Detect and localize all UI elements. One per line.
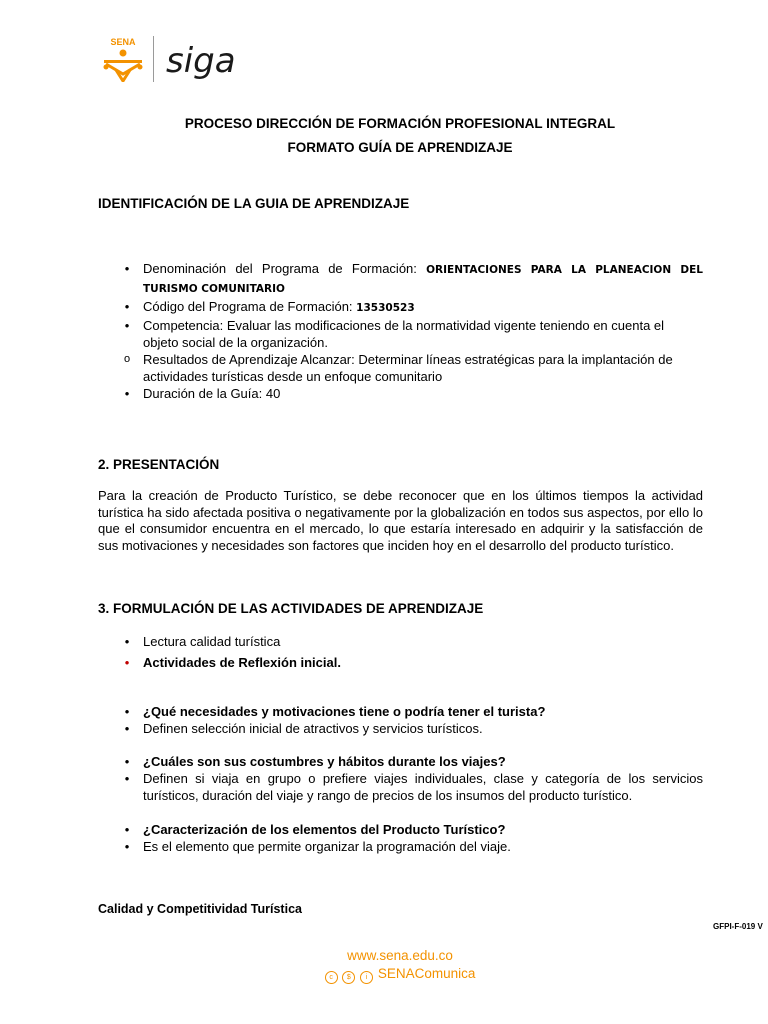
- logo-divider: [153, 36, 154, 82]
- list-item: [98, 703, 703, 720]
- section-heading-presentation: 2. PRESENTACIÓN: [98, 457, 220, 472]
- question-block-2: [98, 753, 703, 804]
- list-item: [98, 298, 703, 317]
- list-item: [98, 770, 703, 804]
- attribution-icon: i: [360, 971, 373, 984]
- activities-list: [98, 633, 703, 671]
- list-item: [98, 385, 703, 402]
- sena-logo-text: SENA: [110, 37, 136, 47]
- question-block-1: [98, 703, 703, 737]
- red-bullet-icon: •: [124, 655, 130, 670]
- bullet-icon: •: [124, 299, 130, 314]
- identification-list: [98, 260, 703, 402]
- circle-bullet-icon: o: [123, 353, 131, 365]
- bullet-icon: •: [124, 634, 130, 649]
- sena-logo-icon: [96, 36, 150, 87]
- bullet-icon: •: [124, 771, 130, 786]
- section-heading-identification: IDENTIFICACIÓN DE LA GUIA DE APRENDIZAJE: [98, 196, 410, 211]
- question-habits: ¿Cuáles son sus costumbres y hábitos durante los viajes?: [143, 754, 506, 769]
- list-item: [98, 753, 703, 770]
- program-code-label: Código del Programa de Formación:: [143, 299, 357, 314]
- list-item: [98, 633, 703, 650]
- program-code-value: 13530523: [356, 302, 415, 314]
- answer-habits: Definen si viaja en grupo o prefiere viajes individuales, clase y categoría de los servicios turísticos, duración del viaje y rango de precios de los insumos del producto turístico.: [143, 771, 703, 803]
- document-code: GFPI-F-019 V: [713, 922, 763, 931]
- list-item: [98, 720, 703, 737]
- subheading-quality: Calidad y Competitividad Turística: [98, 902, 302, 916]
- question-characterization: ¿Caracterización de los elementos del Producto Turístico?: [143, 822, 506, 837]
- document-title-format: FORMATO GUÍA DE APRENDIZAJE: [287, 140, 513, 155]
- footer-website-link[interactable]: www.sena.edu.co: [347, 948, 453, 963]
- answer-needs: Definen selección inicial de atractivos y servicios turísticos.: [143, 721, 483, 736]
- bullet-icon: •: [124, 386, 130, 401]
- activity-reading: Lectura calidad turística: [143, 634, 281, 649]
- bullet-icon: •: [124, 754, 130, 769]
- siga-logo-text: siga: [166, 41, 236, 81]
- footer-social: [0, 966, 768, 984]
- learning-results-text: Resultados de Aprendizaje Alcanzar: Determinar líneas estratégicas para la implantación de actividades turísticas desde un enfoque comunitario: [143, 352, 673, 384]
- answer-characterization: Es el elemento que permite organizar la programación del viaje.: [143, 839, 511, 854]
- bullet-icon: •: [124, 721, 130, 736]
- bullet-icon: •: [124, 318, 130, 333]
- question-block-3: [98, 821, 703, 855]
- list-item: [98, 317, 703, 351]
- list-item: [98, 821, 703, 838]
- guide-duration-text: Duración de la Guía: 40: [143, 386, 281, 401]
- list-item: [98, 351, 703, 385]
- bullet-icon: •: [124, 704, 130, 719]
- bullet-icon: •: [124, 822, 130, 837]
- bullet-icon: •: [124, 261, 130, 276]
- footer-social-handle[interactable]: SENAComunica: [377, 966, 476, 981]
- siga-logo-icon: [160, 36, 250, 87]
- non-commercial-icon: $: [342, 971, 355, 984]
- list-item: [98, 260, 703, 298]
- program-name-value: ORIENTACIONES PARA LA PLANEACION DEL TURISMO COMUNITARIO: [143, 264, 703, 295]
- document-title-process: PROCESO DIRECCIÓN DE FORMACIÓN PROFESIONAL INTEGRAL: [184, 116, 616, 131]
- question-needs: ¿Qué necesidades y motivaciones tiene o podría tener el turista?: [143, 704, 546, 719]
- activity-reflection: Actividades de Reflexión inicial.: [143, 655, 341, 670]
- section-heading-activities: 3. FORMULACIÓN DE LAS ACTIVIDADES DE APRENDIZAJE: [98, 601, 484, 616]
- creative-commons-icon: c: [325, 971, 338, 984]
- presentation-paragraph: Para la creación de Producto Turístico, se debe reconocer que en los últimos tiempos la actividad turística ha sido afectada positiva o negativamente por la globalización en todos sus aspectos, por ello lo que el consumidor encuentra en el mercado, lo que estaría interesado en adquirir y la satisfacción de sus motivaciones y necesidades son factores que inciden hoy en el desarrollo del producto turístico.: [98, 488, 703, 553]
- list-item: [98, 654, 703, 671]
- list-item: [98, 838, 703, 855]
- program-name-label: Denominación del Programa de Formación:: [143, 261, 427, 276]
- bullet-icon: •: [124, 839, 130, 854]
- competence-text: Competencia: Evaluar las modificaciones de la normatividad vigente teniendo en cuenta el objeto social de la organización.: [143, 318, 665, 350]
